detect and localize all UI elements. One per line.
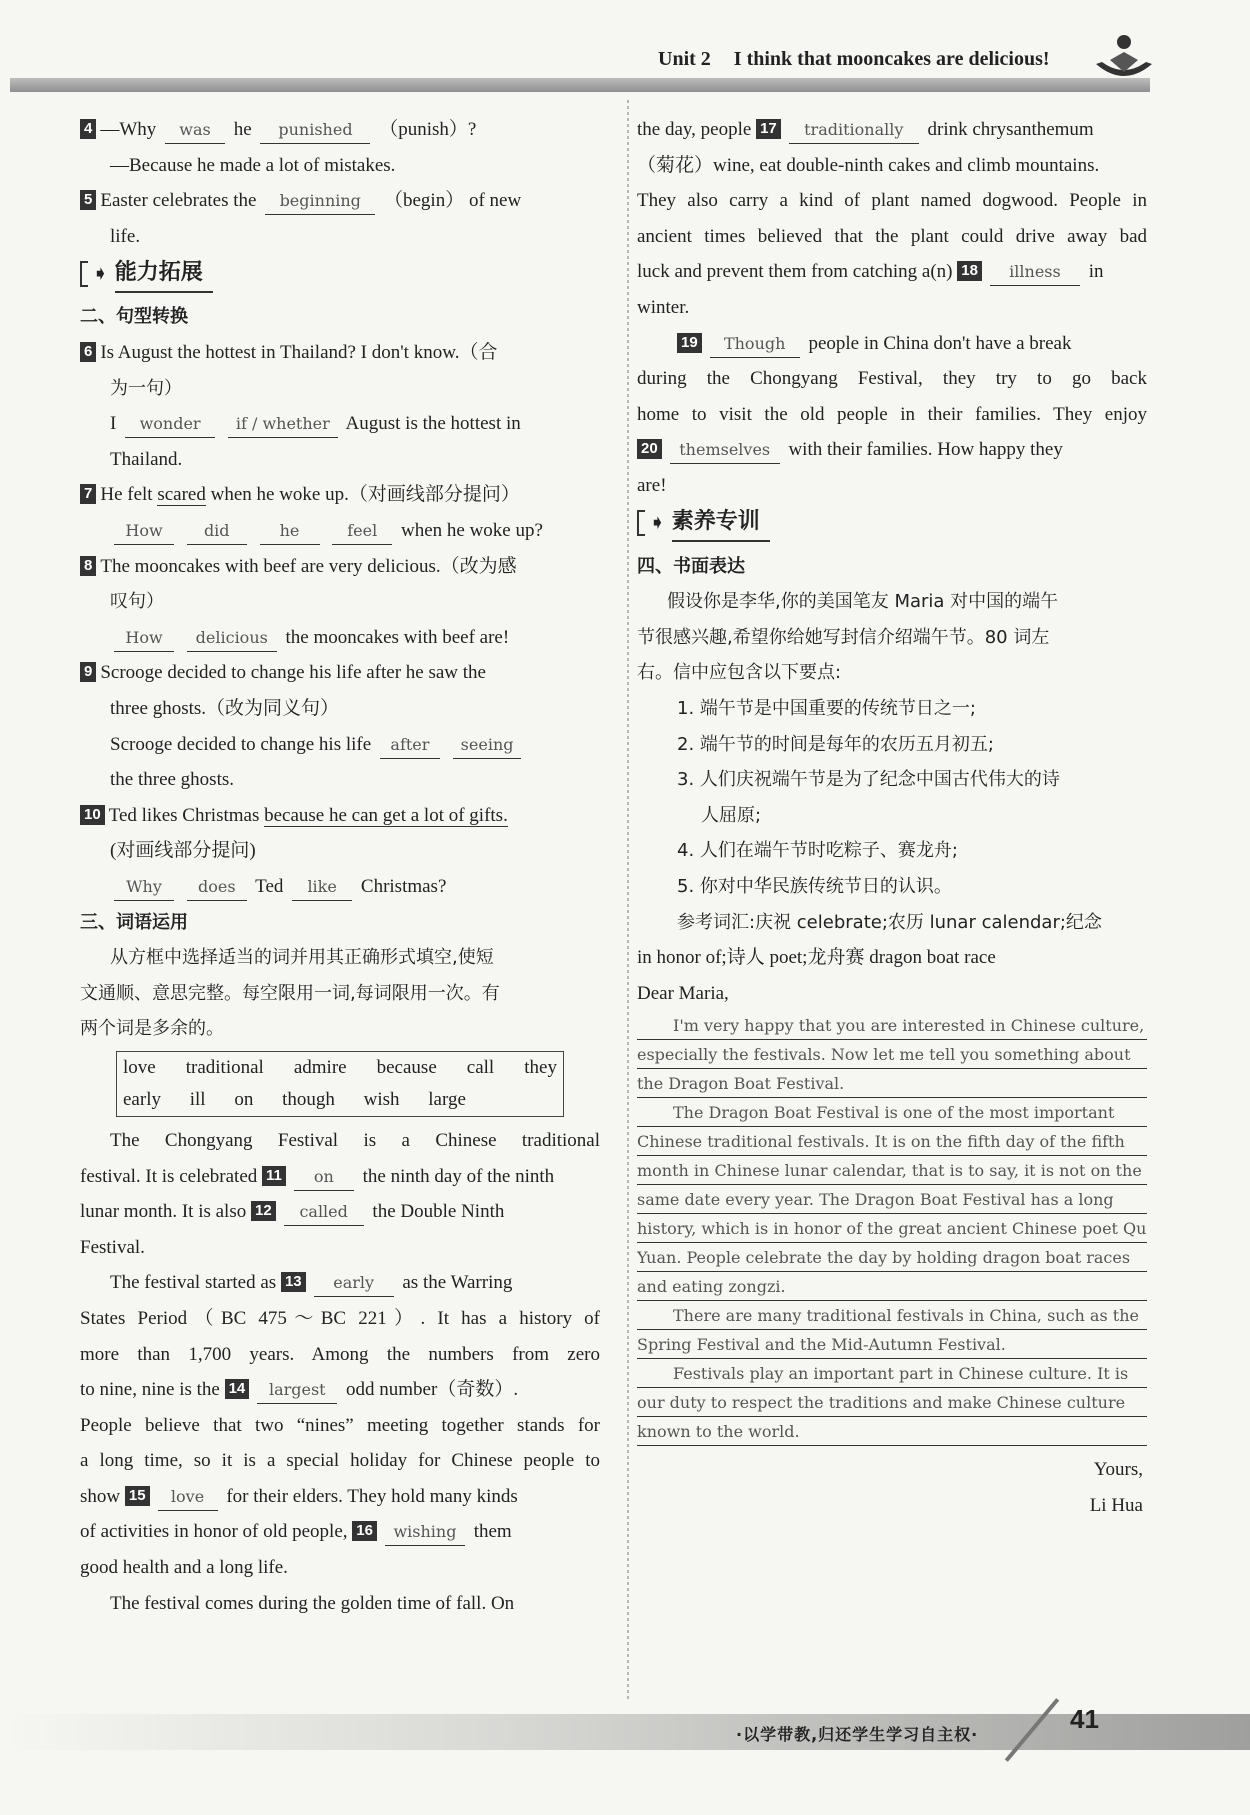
writing-prompt: 假设你是李华,你的美国笔友 Maria 对中国的端午 — [667, 591, 1059, 613]
essay-line: Festivals play an important part in Chinese culture. It is — [637, 1359, 1147, 1388]
essay-line: The Dragon Boat Festival is one of the most important — [637, 1098, 1147, 1127]
essay-line: Chinese traditional festivals. It is on the fifth day of the fifth — [637, 1127, 1147, 1156]
question-number: 10 — [80, 805, 105, 825]
passage-line: more than 1,700 years. Among the numbers from zero — [80, 1343, 600, 1365]
passage-line: They also carry a kind of plant named dogwood. People in — [637, 190, 1147, 212]
question-4-line2: —Because he made a lot of mistakes. — [110, 154, 396, 176]
passage-line: of activities in honor of old people, 16 wishing them — [80, 1514, 600, 1550]
question-number: 4 — [80, 119, 96, 139]
blank-number: 11 — [262, 1166, 286, 1186]
passage-line: 20 themselves with their families. How happy they — [637, 432, 1147, 468]
answer-blank[interactable]: How — [114, 518, 174, 545]
passage-line: The festival comes during the golden time of fall. On — [110, 1592, 515, 1614]
answer-blank[interactable]: does — [187, 874, 247, 901]
essay-line: There are many traditional festivals in China, such as the — [637, 1301, 1147, 1330]
answer-blank[interactable]: Why — [114, 874, 174, 901]
answer-blank[interactable]: on — [294, 1164, 354, 1191]
blank-number: 15 — [125, 1486, 150, 1506]
reference-vocab: 参考词汇:庆祝 celebrate;农历 lunar calendar;纪念 — [677, 911, 1102, 933]
essay-line: history, which is in honor of the great ancient Chinese poet Qu — [637, 1214, 1147, 1243]
passage-line: show 15 love for their elders. They hold many kinds — [80, 1479, 600, 1515]
question-number: 8 — [80, 556, 96, 576]
question-7: 7 He felt scared when he woke up.（对画线部分提问） — [80, 477, 600, 513]
prompt-point: 4. 人们在端午节时吃粽子、赛龙舟; — [677, 840, 958, 862]
blank-number: 16 — [352, 1521, 377, 1541]
passage-line: Festival. — [80, 1236, 145, 1258]
section-heading-3: 三、词语运用 — [80, 911, 188, 933]
passage-line: lunar month. It is also 12 called the Double Ninth — [80, 1194, 600, 1230]
answer-blank[interactable]: delicious — [187, 625, 277, 652]
section-banner-ability: ➧ 能力拓展 — [80, 256, 213, 291]
prompt-point: 5. 你对中华民族传统节日的认识。 — [677, 875, 952, 897]
unit-label: Unit 2 — [658, 48, 711, 70]
question-8-answer: How delicious the mooncakes with beef are! — [80, 620, 600, 656]
answer-blank[interactable]: like — [292, 874, 352, 901]
letter-signature: Li Hua — [1089, 1494, 1143, 1516]
answer-blank[interactable]: themselves — [670, 437, 780, 464]
passage-line: ancient times believed that the plant could drive away bad — [637, 225, 1147, 247]
passage-line: to nine, nine is the 14 largest odd number（奇数）. — [80, 1372, 600, 1408]
answer-blank[interactable]: if / whether — [228, 411, 338, 438]
essay-line: same date every year. The Dragon Boat Festival has a long — [637, 1185, 1147, 1214]
question-9: 9 Scrooge decided to change his life after he saw the — [80, 655, 600, 691]
essay-line: known to the world. — [637, 1417, 1147, 1446]
passage-line: the day, people 17 traditionally drink chrysanthemum — [637, 112, 1147, 148]
answer-blank[interactable]: was — [165, 117, 225, 144]
blank-number: 18 — [957, 261, 982, 281]
passage-line: States Period（BC 475～BC 221）. It has a history of — [80, 1307, 600, 1329]
prompt-point: 1. 端午节是中国重要的传统节日之一; — [677, 698, 976, 719]
question-9-answer: Scrooge decided to change his life after seeing — [80, 727, 600, 763]
essay-line: month in Chinese lunar calendar, that is to say, it is not on the — [637, 1156, 1147, 1185]
essay-answer — [637, 1011, 1147, 1446]
passage-line: （菊花）wine, eat double-ninth cakes and climb mountains. — [637, 154, 1100, 176]
underlined-part: because he can get a lot of gifts. — [264, 804, 508, 826]
question-8: 8 The mooncakes with beef are very delicious.（改为感 — [80, 549, 600, 585]
blank-number: 12 — [251, 1201, 276, 1221]
answer-blank[interactable]: traditionally — [789, 117, 919, 144]
prompt-point: 3. 人们庆祝端午节是为了纪念中国古代伟大的诗 — [677, 769, 1060, 791]
footer-slogan: ·以学带教,归还学生学习自主权· — [736, 1725, 979, 1744]
answer-blank[interactable]: seeing — [453, 732, 522, 759]
section-heading-4: 四、书面表达 — [637, 555, 745, 577]
page-number: 41 — [1070, 1704, 1099, 1734]
essay-line: Yuan. People celebrate the day by holding dragon boat races — [637, 1243, 1147, 1272]
prompt-point: 2. 端午节的时间是每年的农历五月初五; — [677, 733, 994, 755]
word-bank-box — [116, 1051, 564, 1117]
question-number: 6 — [80, 342, 96, 362]
question-10-answer: Why does Ted like Christmas? — [80, 869, 600, 905]
answer-blank[interactable]: wonder — [125, 411, 215, 438]
answer-blank[interactable]: love — [158, 1484, 218, 1511]
arrow-icon: ➧ — [649, 510, 666, 535]
reading-person-icon — [1090, 26, 1158, 94]
question-number: 5 — [80, 190, 96, 210]
reference-vocab: in honor of;诗人 poet;龙舟赛 dragon boat race — [637, 947, 996, 969]
answer-blank[interactable]: Though — [710, 331, 800, 358]
column-divider — [627, 100, 629, 1700]
essay-line: Spring Festival and the Mid-Autumn Festival. — [637, 1330, 1147, 1359]
passage-line: a long time, so it is a special holiday for Chinese people to — [80, 1450, 600, 1472]
passage-line: The festival started as 13 early as the Warring — [80, 1265, 600, 1301]
answer-blank[interactable]: after — [380, 732, 440, 759]
question-6: 6 Is August the hottest in Thailand? I don't know.（合 — [80, 335, 600, 371]
passage-line: festival. It is celebrated 11 on the ninth day of the ninth — [80, 1159, 600, 1195]
answer-blank[interactable]: wishing — [385, 1519, 465, 1546]
passage-line: during the Chongyang Festival, they try to go back — [637, 368, 1147, 390]
question-10: 10 Ted likes Christmas because he can get a lot of gifts. — [80, 798, 600, 834]
essay-line: especially the festivals. Now let me tell you something about — [637, 1040, 1147, 1069]
answer-blank[interactable]: feel — [332, 518, 392, 545]
header-bar — [10, 78, 1150, 92]
letter-closing: Yours, — [1093, 1459, 1143, 1481]
right-column: the day, people 17 traditionally drink chrysanthemum （菊花）wine, eat double-ninth cakes and climb mountains. They also carry a kind of plant named dogwood. People in ancient times believed that the plant could drive away bad luck and prevent them from catching a(n) 18 illness in winter. 19 Though people in China don't have a break during the Chongyang Festival, they try to go back home to visit the old people in their families. They enjoy 20 themselves with their families. How happy they are! ➧ 素养专训 四、书面表达 假设你是李华,你的美国笔友 Maria 对中国的端午 节很感兴趣,希望你给她写封信介绍端午节。80 词左 右。信中应包含以下要点: 1. 端午节是中国重要的传统节日之一; 2. 端午节的时间是每年的农历五月初五; 3. 人们庆祝端午节是为了纪念中国古代伟大的诗 人屈原; 4. 人们在端午节时吃粽子、赛龙舟; 5. 你对中华民族传统节日的认识。 参考词汇:庆祝 celebrate;农历 lunar calendar;纪念 in honor of;诗人 poet;龙舟赛 dragon boat race Dear Maria, I'm very happy that you are interested in Chinese culture, especially the festivals. Now let me tell you something about the Dragon Boat Festival. The Dragon Boat Festival is one of the most important Chinese traditional festivals. It is on the fifth day of the fifth month in Chinese lunar calendar, that is to say, it is not on the same date every year. The Dragon Boat Festival has a long history, which is in honor of the great ancient Chinese poet Qu Yuan. People celebrate the day by holding dragon boat races and eating zongzi. There are many traditional festivals in China, such as the Spring Festival and the Mid-Autumn Festival. Festivals play an important part in Chinese culture. It is our duty to respect the traditions and make Chinese culture known to the world. Yours, Li Hua — [637, 112, 1147, 1524]
question-number: 7 — [80, 484, 96, 504]
prompt-point: 人屈原; — [701, 804, 762, 826]
unit-title: I think that mooncakes are delicious! — [733, 48, 1050, 70]
passage-line: are! — [637, 474, 667, 496]
section-banner-literacy: ➧ 素养专训 — [637, 506, 770, 541]
passage-line: winter. — [637, 296, 690, 318]
passage-line: The Chongyang Festival is a Chinese traditional — [110, 1129, 600, 1151]
question-6-answer: I wonder if / whether August is the hottest in — [80, 406, 600, 442]
essay-line: I'm very happy that you are interested in Chinese culture, — [637, 1011, 1147, 1040]
question-5-line2: life. — [110, 225, 141, 247]
answer-blank[interactable]: How — [114, 625, 174, 652]
essay-line: our duty to respect the traditions and make Chinese culture — [637, 1388, 1147, 1417]
passage-line: People believe that two “nines” meeting together stands for — [80, 1414, 600, 1436]
essay-line: and eating zongzi. — [637, 1272, 1147, 1301]
page-header-title — [658, 48, 1050, 71]
question-5: 5 Easter celebrates the beginning （begin） of new — [80, 183, 600, 219]
blank-number: 17 — [756, 119, 781, 139]
word-bank-row: love traditional admire because call they — [123, 1056, 557, 1078]
arrow-icon: ➧ — [92, 261, 109, 286]
blank-number: 20 — [637, 439, 662, 459]
footer-bar — [0, 1714, 1250, 1750]
essay-line: the Dragon Boat Festival. — [637, 1069, 1147, 1098]
question-4: 4 —Why was he punished （punish）? — [80, 112, 600, 148]
instructions: 从方框中选择适当的词并用其正确形式填空,使短 — [110, 947, 494, 969]
blank-number: 14 — [225, 1379, 250, 1399]
underlined-part: scared — [157, 484, 206, 506]
section-heading-2: 二、句型转换 — [80, 306, 188, 328]
left-column: 4 —Why was he punished （punish）? —Because he made a lot of mistakes. 5 Easter celebrates the beginning （begin） of new life. ➧ 能力拓展 二、句型转换 6 Is August the hottest in Thailand? I don't know.（合 为一句） I wonder if / whether August is the hottest in Thailand. 7 He felt scared when he woke up.（对画线部分提问） How did he feel when he woke up? 8 The mooncakes with beef are very delicious.（改为感 叹句） How delicious the mooncakes with beef are! 9 Scrooge decided to change his life after he saw the three ghosts.（改为同义句） Scrooge decided to change his life after seeing the three ghosts. 10 Ted likes Christmas because he can get a lot of gifts. (对画线部分提问) Why does Ted like Christmas? 三、词语运用 从方框中选择适当的词并用其正确形式填空,使短 文通顺、意思完整。每空限用一词,每词限用一次。有 两个词是多余的。 love traditional admire because call they early ill on though wish large The Chongyang Festival is a Chinese traditional festival. It is celebrated 11 on the ninth day of the ninth lunar month. It is also 12 called the Double Ninth Festival. The festival started as 13 early as the Warring States Period（BC 475～BC 221）. It has a history of more than 1,700 years. Among the numbers from zero to nine, nine is the 14 largest odd number（奇数）. People believe that two “nines” meeting together stands for a long time, so it is a special holiday for Chinese people to show 15 love for their elders. They hold many kinds of activities in honor of old people, 16 wishing them good health and a long life. The festival comes during the golden time of fall. On — [80, 112, 600, 1621]
blank-number: 13 — [281, 1272, 306, 1292]
passage-line: home to visit the old people in their families. They enjoy — [637, 403, 1147, 425]
answer-blank[interactable]: did — [187, 518, 247, 545]
question-number: 9 — [80, 662, 96, 682]
answer-blank[interactable]: beginning — [265, 188, 375, 215]
letter-greeting: Dear Maria, — [637, 982, 729, 1004]
answer-blank[interactable]: called — [284, 1199, 364, 1226]
answer-blank[interactable]: largest — [257, 1377, 337, 1404]
answer-blank[interactable]: punished — [260, 117, 370, 144]
question-7-answer: How did he feel when he woke up? — [80, 513, 600, 549]
passage-line: 19 Though people in China don't have a break — [637, 326, 1147, 362]
passage-line: good health and a long life. — [80, 1557, 288, 1579]
answer-blank[interactable]: early — [314, 1270, 394, 1297]
blank-number: 19 — [677, 333, 702, 353]
answer-blank[interactable]: illness — [990, 259, 1080, 286]
word-bank-row: early ill on though wish large — [123, 1088, 466, 1110]
passage-line: luck and prevent them from catching a(n) 18 illness in — [637, 254, 1147, 290]
answer-blank[interactable]: he — [260, 518, 320, 545]
